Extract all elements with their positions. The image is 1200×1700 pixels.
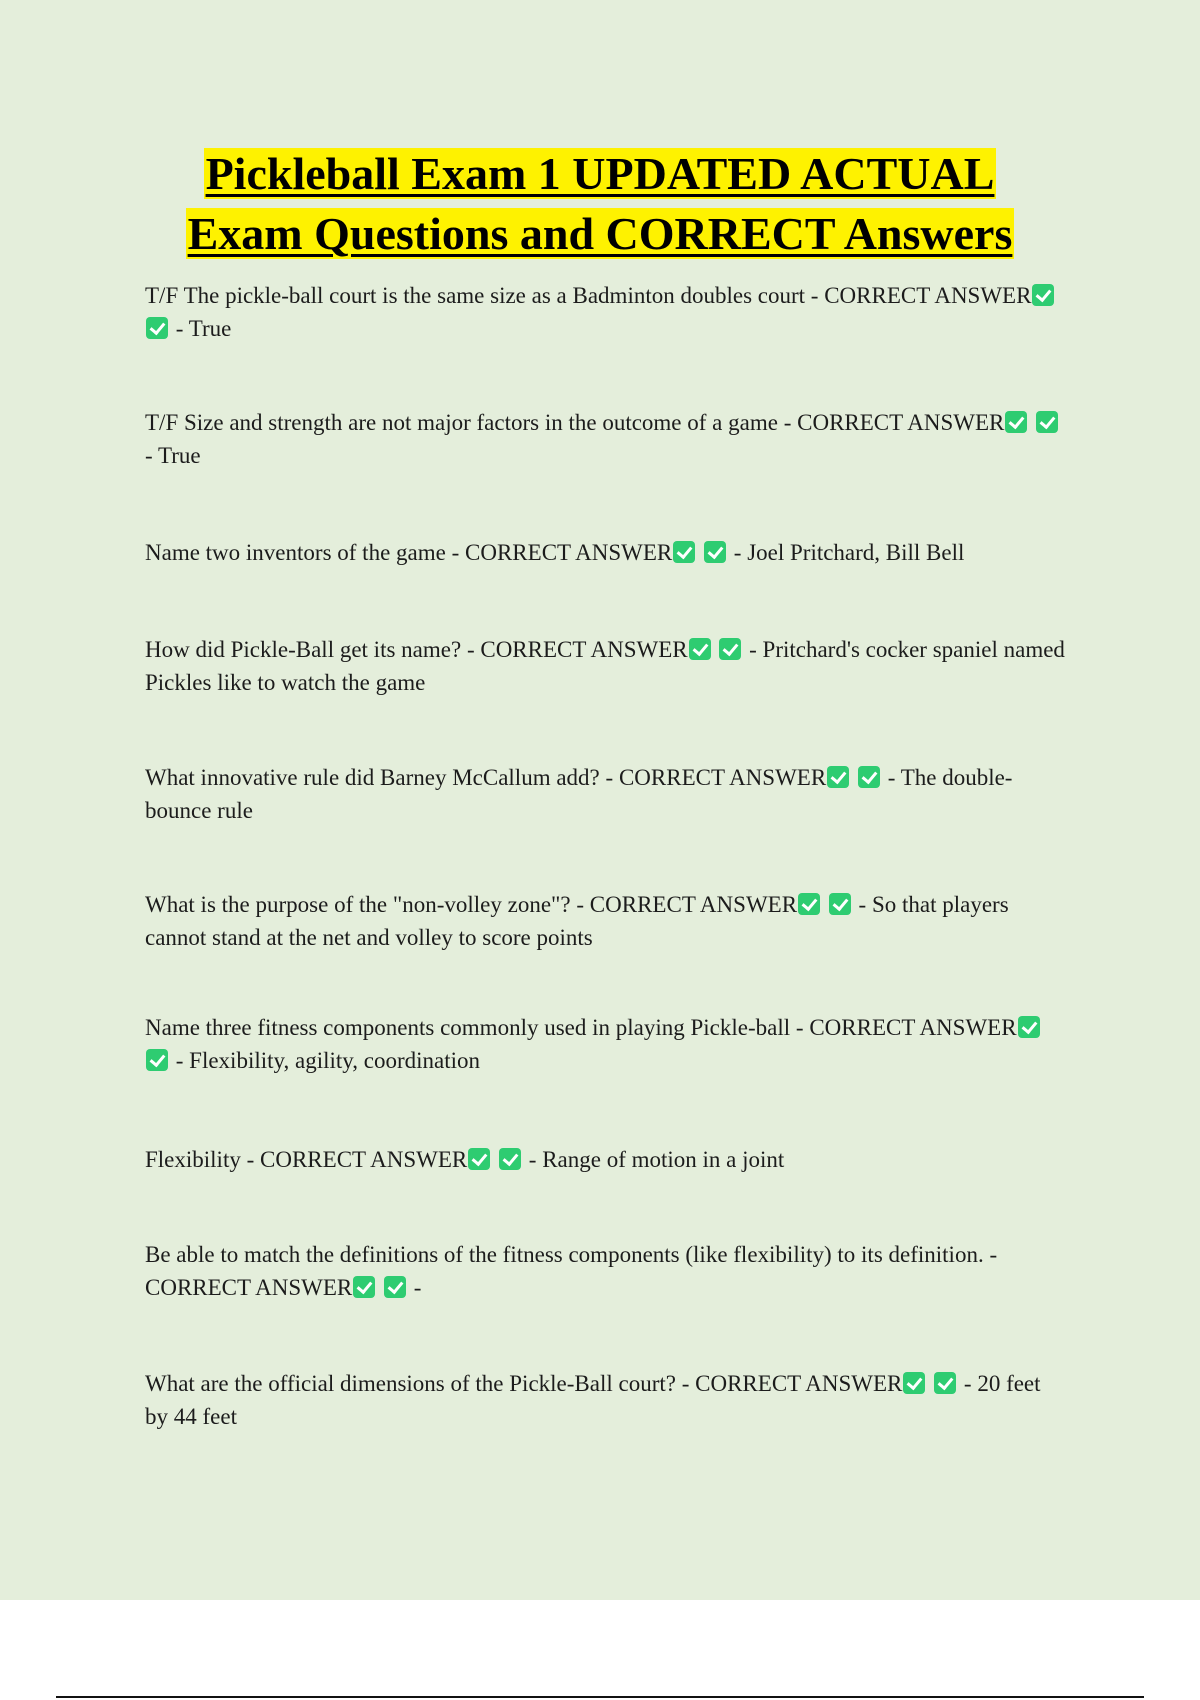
check-mark-icon (468, 1148, 490, 1170)
question-text: Name two inventors of the game (145, 540, 446, 565)
answer-marker: CORRECT ANSWER (465, 540, 673, 565)
qa-item: Flexibility - CORRECT ANSWER - Range of motion in a joint (145, 1147, 785, 1172)
answer-text: True (158, 443, 201, 468)
answer-marker: CORRECT ANSWER (618, 765, 827, 790)
qa-item: T/F The pickle-ball court is the same size as a Badminton doubles court - CORRECT ANSWER - True (145, 279, 1065, 345)
answer-text: Flexibility, agility, coordination (189, 1048, 481, 1073)
answer-marker: CORRECT ANSWER (145, 1275, 353, 1300)
answer-marker: CORRECT ANSWER (797, 410, 1005, 435)
qa-item: What innovative rule did Barney McCallum add? - CORRECT ANSWER - The double-bounce rule (145, 765, 1013, 823)
check-mark-icon (499, 1148, 521, 1170)
question-text: What are the official dimensions of the Pickle-Ball court? (145, 1371, 676, 1396)
check-mark-icon (1018, 1016, 1040, 1038)
answer-marker: CORRECT ANSWER (824, 283, 1032, 308)
check-mark-icon (827, 766, 849, 788)
title-highlight (186, 148, 1015, 259)
qa-item: What are the official dimensions of the Pickle-Ball court? - CORRECT ANSWER - 20 feet by 44 feet (145, 1371, 1041, 1429)
answer-text: True (188, 316, 232, 341)
question-text: What innovative rule did Barney McCallum add? (145, 765, 600, 790)
check-mark-icon (353, 1276, 375, 1298)
check-mark-icon (1032, 284, 1054, 306)
qa-item: Name two inventors of the game - CORRECT ANSWER - Joel Pritchard, Bill Bell (145, 540, 965, 565)
check-mark-icon (1036, 411, 1058, 433)
qa-item: T/F Size and strength are not major factors in the outcome of a game - CORRECT ANSWER - True (145, 406, 1065, 472)
footer-divider (56, 1696, 1144, 1698)
answer-text: Joel Pritchard, Bill Bell (747, 540, 965, 565)
title-line-2: Exam Questions and CORRECT Answers (187, 208, 1013, 259)
check-mark-icon (673, 541, 695, 563)
check-mark-icon (384, 1276, 406, 1298)
answer-text: 20 feet by 44 feet (145, 1371, 1041, 1429)
question-text: Flexibility (145, 1147, 241, 1172)
check-mark-icon (146, 1049, 168, 1071)
answer-marker: CORRECT ANSWER (480, 637, 688, 662)
document-title (0, 144, 1200, 264)
answer-marker: CORRECT ANSWER (260, 1147, 468, 1172)
answer-text: Range of motion in a joint (542, 1147, 785, 1172)
check-mark-icon (798, 893, 820, 915)
check-mark-icon (689, 638, 711, 660)
question-text: How did Pickle-Ball get its name? (145, 637, 462, 662)
question-text: T/F The pickle-ball court is the same size as a Badminton doubles court (145, 283, 806, 308)
answer-text: Pritchard's cocker spaniel named Pickles like to watch the game (145, 637, 1065, 695)
check-mark-icon (1005, 411, 1027, 433)
check-mark-icon (858, 766, 880, 788)
qa-item: Be able to match the definitions of the fitness components (like flexibility) to its definition. - CORRECT ANSWER - (145, 1242, 998, 1300)
answer-marker: CORRECT ANSWER (695, 1371, 903, 1396)
answer-marker: CORRECT ANSWER (589, 892, 798, 917)
answer-text: The double-bounce rule (145, 765, 1013, 823)
question-text: Be able to match the definitions of the fitness components (like flexibility) to its definition. (145, 1242, 984, 1267)
qa-item: Name three fitness components commonly used in playing Pickle-ball - CORRECT ANSWER - Flexibility, agility, coordination (145, 1011, 1065, 1077)
qa-item: How did Pickle-Ball get its name? - CORRECT ANSWER - Pritchard's cocker spaniel named Pickles like to watch the game (145, 637, 1065, 695)
check-mark-icon (146, 317, 168, 339)
check-mark-icon (829, 893, 851, 915)
question-text: What is the purpose of the "non-volley zone"? (145, 892, 571, 917)
check-mark-icon (903, 1372, 925, 1394)
check-mark-icon (719, 638, 741, 660)
answer-text: So that players cannot stand at the net and volley to score points (145, 892, 1009, 950)
answer-marker: CORRECT ANSWER (809, 1015, 1017, 1040)
qa-item: What is the purpose of the "non-volley zone"? - CORRECT ANSWER - So that players cannot stand at the net and volley to score points (145, 892, 1009, 950)
check-mark-icon (704, 541, 726, 563)
check-mark-icon (934, 1372, 956, 1394)
question-text: Name three fitness components commonly used in playing Pickle-ball (145, 1015, 791, 1040)
question-text: T/F Size and strength are not major factors in the outcome of a game (145, 410, 778, 435)
title-line-1: Pickleball Exam 1 UPDATED ACTUAL (205, 148, 995, 199)
